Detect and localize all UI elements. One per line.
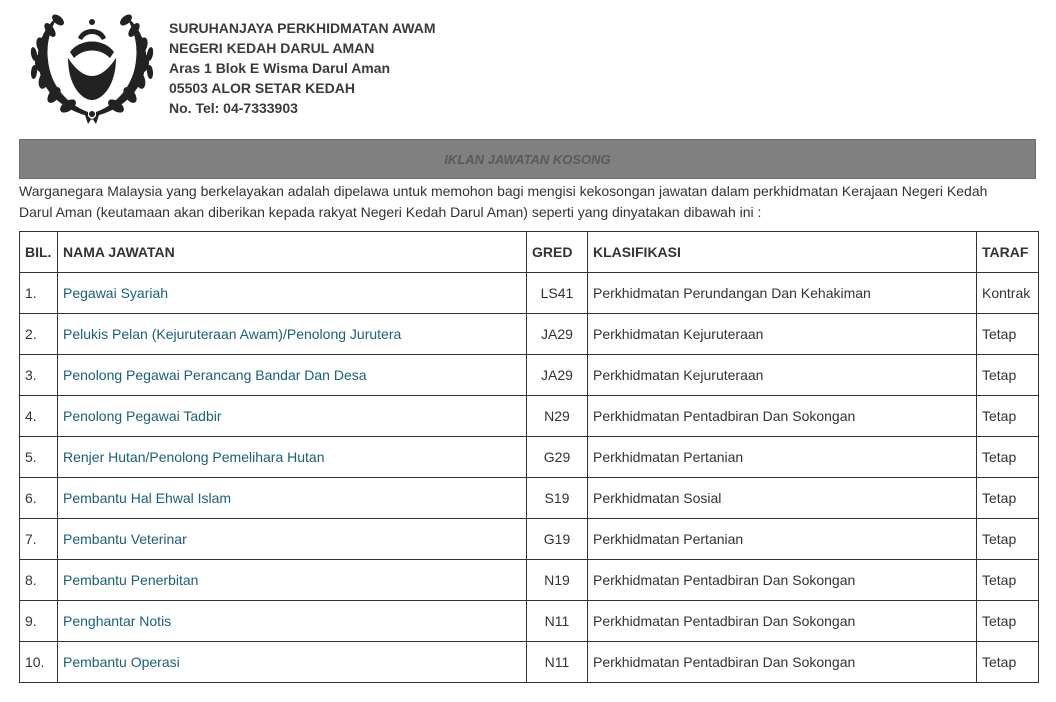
table-row <box>20 478 1039 519</box>
table-row <box>20 273 1039 314</box>
table-row <box>20 601 1039 642</box>
job-title-link[interactable]: Penolong Pegawai Perancang Bandar Dan Desa <box>63 367 367 383</box>
row-bil: 5. <box>20 437 58 478</box>
intro-paragraph: Warganegara Malaysia yang berkelayakan adalah dipelawa untuk memohon bagi mengisi kekosongan jawatan dalam perkhidmatan Kerajaan Negeri Kedah Darul Aman (keutamaan akan diberikan kepada rakyat Negeri Kedah Darul Aman) seperti yang dinyatakan dibawah ini : <box>19 183 988 220</box>
header-bil: BIL. <box>20 232 58 273</box>
row-nama-cell <box>58 437 527 478</box>
job-title-link[interactable]: Pembantu Operasi <box>63 654 180 670</box>
row-klasifikasi: Perkhidmatan Sosial <box>588 478 977 519</box>
row-klasifikasi: Perkhidmatan Pentadbiran Dan Sokongan <box>588 396 977 437</box>
row-bil: 2. <box>20 314 58 355</box>
org-address-line-1: Aras 1 Blok E Wisma Darul Aman <box>169 60 391 76</box>
row-taraf: Tetap <box>977 560 1039 601</box>
row-gred: G29 <box>527 437 588 478</box>
job-title-link[interactable]: Pembantu Penerbitan <box>63 572 199 588</box>
job-title-link[interactable]: Renjer Hutan/Penolong Pemelihara Hutan <box>63 449 325 465</box>
job-title-link[interactable]: Penolong Pegawai Tadbir <box>63 408 222 424</box>
row-nama-cell <box>58 396 527 437</box>
row-bil: 8. <box>20 560 58 601</box>
table-row <box>20 642 1039 683</box>
header-gred: GRED <box>527 232 588 273</box>
org-address-line-2: 05503 ALOR SETAR KEDAH <box>169 80 355 96</box>
row-nama-cell <box>58 314 527 355</box>
table-row <box>20 396 1039 437</box>
row-nama-cell <box>58 519 527 560</box>
row-bil: 3. <box>20 355 58 396</box>
row-klasifikasi: Perkhidmatan Kejuruteraan <box>588 355 977 396</box>
row-gred: JA29 <box>527 355 588 396</box>
job-title-link[interactable]: Pembantu Veterinar <box>63 531 187 547</box>
row-klasifikasi: Perkhidmatan Perundangan Dan Kehakiman <box>588 273 977 314</box>
row-klasifikasi: Perkhidmatan Pentadbiran Dan Sokongan <box>588 560 977 601</box>
row-taraf: Tetap <box>977 478 1039 519</box>
org-name-line: SURUHANJAYA PERKHIDMATAN AWAM <box>169 20 436 36</box>
org-state-line: NEGERI KEDAH DARUL AMAN <box>169 40 375 56</box>
row-gred: LS41 <box>527 273 588 314</box>
row-nama-cell <box>58 478 527 519</box>
header-nama-jawatan: NAMA JAWATAN <box>58 232 527 273</box>
table-row <box>20 314 1039 355</box>
job-title-link[interactable]: Pelukis Pelan (Kejuruteraan Awam)/Penolong Jurutera <box>63 326 402 342</box>
vacancy-table <box>19 231 1039 683</box>
row-nama-cell <box>58 642 527 683</box>
row-taraf: Tetap <box>977 519 1039 560</box>
row-taraf: Tetap <box>977 642 1039 683</box>
row-gred: N11 <box>527 642 588 683</box>
job-title-link[interactable]: Pembantu Hal Ehwal Islam <box>63 490 232 506</box>
row-klasifikasi: Perkhidmatan Kejuruteraan <box>588 314 977 355</box>
job-title-link[interactable]: Pegawai Syariah <box>63 285 169 301</box>
row-taraf: Tetap <box>977 437 1039 478</box>
row-taraf: Kontrak <box>977 273 1039 314</box>
row-taraf: Tetap <box>977 601 1039 642</box>
kedah-state-crest-icon <box>28 8 156 128</box>
vacancy-banner: IKLAN JAWATAN KOSONG <box>19 139 1036 179</box>
row-nama-cell <box>58 355 527 396</box>
row-bil: 10. <box>20 642 58 683</box>
organisation-address <box>169 18 436 118</box>
row-bil: 7. <box>20 519 58 560</box>
table-header-row <box>20 232 1039 273</box>
row-gred: JA29 <box>527 314 588 355</box>
row-klasifikasi: Perkhidmatan Pentadbiran Dan Sokongan <box>588 642 977 683</box>
page-header <box>0 0 1056 130</box>
row-bil: 4. <box>20 396 58 437</box>
row-gred: N19 <box>527 560 588 601</box>
row-gred: G19 <box>527 519 588 560</box>
row-klasifikasi: Perkhidmatan Pertanian <box>588 519 977 560</box>
row-taraf: Tetap <box>977 396 1039 437</box>
row-gred: N11 <box>527 601 588 642</box>
row-gred: N29 <box>527 396 588 437</box>
header-taraf: TARAF <box>977 232 1039 273</box>
table-row <box>20 437 1039 478</box>
row-klasifikasi: Perkhidmatan Pertanian <box>588 437 977 478</box>
org-phone-line: No. Tel: 04-7333903 <box>169 100 298 116</box>
row-taraf: Tetap <box>977 355 1039 396</box>
row-bil: 1. <box>20 273 58 314</box>
row-bil: 9. <box>20 601 58 642</box>
row-nama-cell <box>58 601 527 642</box>
table-row <box>20 519 1039 560</box>
table-row <box>20 355 1039 396</box>
header-klasifikasi: KLASIFIKASI <box>588 232 977 273</box>
table-row <box>20 560 1039 601</box>
row-gred: S19 <box>527 478 588 519</box>
row-nama-cell <box>58 273 527 314</box>
row-bil: 6. <box>20 478 58 519</box>
row-taraf: Tetap <box>977 314 1039 355</box>
row-nama-cell <box>58 560 527 601</box>
row-klasifikasi: Perkhidmatan Pentadbiran Dan Sokongan <box>588 601 977 642</box>
job-title-link[interactable]: Penghantar Notis <box>63 613 172 629</box>
